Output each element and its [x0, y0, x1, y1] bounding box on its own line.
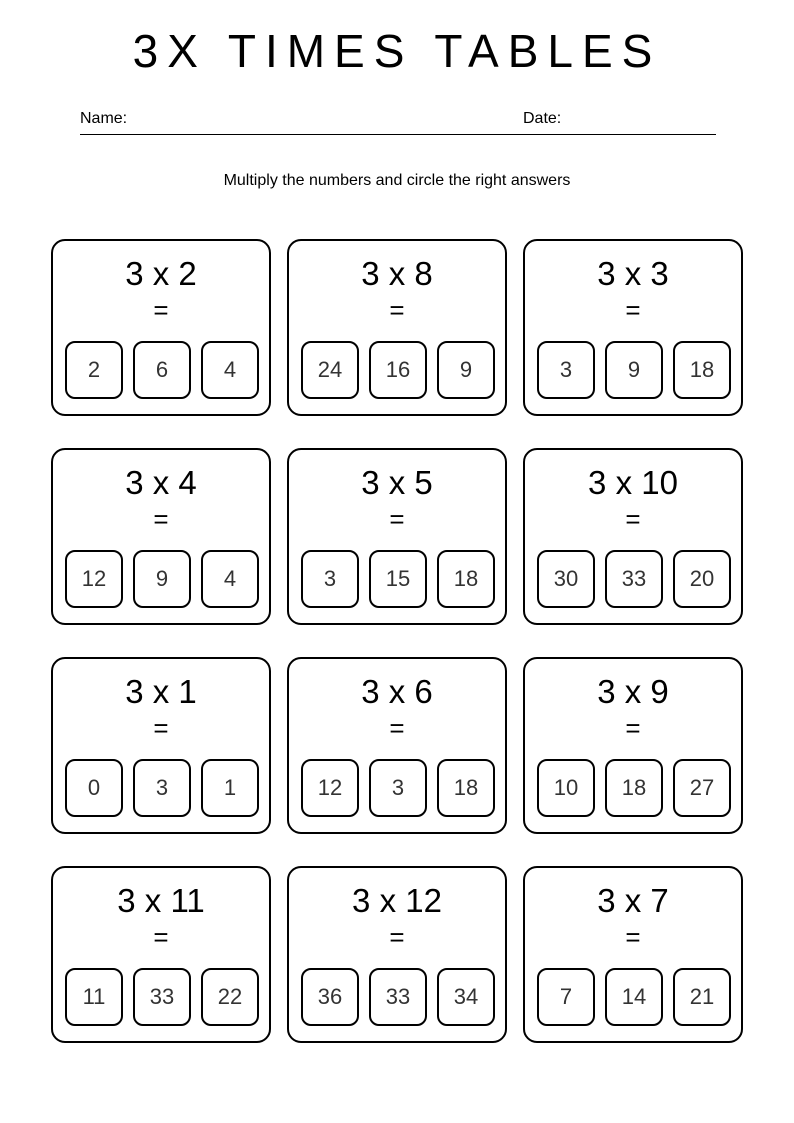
problem-text: 3 x 6 [361, 673, 433, 710]
problem-card [523, 448, 743, 625]
problem-text: 3 x 5 [361, 464, 433, 501]
equals-sign: = [625, 504, 641, 534]
answer-option[interactable]: 21 [673, 968, 731, 1026]
problem-text: 3 x 11 [117, 882, 205, 919]
answer-option[interactable]: 27 [673, 759, 731, 817]
answer-options [537, 968, 731, 1026]
answer-option[interactable]: 9 [133, 550, 191, 608]
problem-card [523, 657, 743, 834]
answer-options [65, 550, 259, 608]
answer-option[interactable]: 18 [673, 341, 731, 399]
name-date-line[interactable] [80, 110, 716, 135]
answer-option[interactable]: 9 [605, 341, 663, 399]
problem-card [287, 657, 507, 834]
equals-sign: = [389, 713, 405, 743]
answer-options [537, 341, 731, 399]
problem-grid [51, 239, 743, 1043]
problem-text: 3 x 10 [588, 464, 678, 501]
answer-options [537, 550, 731, 608]
problem-text: 3 x 3 [597, 255, 669, 292]
problem-text: 3 x 12 [352, 882, 442, 919]
answer-option[interactable]: 2 [65, 341, 123, 399]
answer-option[interactable]: 3 [537, 341, 595, 399]
answer-options [301, 759, 495, 817]
problem-card [51, 866, 271, 1043]
answer-options [301, 341, 495, 399]
equals-sign: = [153, 504, 169, 534]
answer-options [65, 968, 259, 1026]
equals-sign: = [153, 922, 169, 952]
answer-option[interactable]: 6 [133, 341, 191, 399]
answer-option[interactable]: 20 [673, 550, 731, 608]
answer-option[interactable]: 36 [301, 968, 359, 1026]
answer-option[interactable]: 3 [301, 550, 359, 608]
answer-options [301, 550, 495, 608]
answer-option[interactable]: 4 [201, 341, 259, 399]
equals-sign: = [389, 504, 405, 534]
problem-card [51, 239, 271, 416]
answer-option[interactable]: 10 [537, 759, 595, 817]
answer-option[interactable]: 33 [133, 968, 191, 1026]
problem-text: 3 x 4 [125, 464, 197, 501]
answer-option[interactable]: 33 [369, 968, 427, 1026]
problem-card [523, 866, 743, 1043]
problem-text: 3 x 1 [125, 673, 197, 710]
equals-sign: = [625, 295, 641, 325]
date-label: Date: [523, 110, 562, 127]
answer-option[interactable]: 16 [369, 341, 427, 399]
equals-sign: = [625, 713, 641, 743]
answer-option[interactable]: 18 [437, 759, 495, 817]
name-label: Name: [80, 110, 128, 127]
problem-card [51, 448, 271, 625]
problem-card [287, 866, 507, 1043]
answer-option[interactable]: 22 [201, 968, 259, 1026]
equals-sign: = [153, 713, 169, 743]
problem-card [51, 657, 271, 834]
answer-option[interactable]: 3 [369, 759, 427, 817]
answer-option[interactable]: 0 [65, 759, 123, 817]
answer-option[interactable]: 18 [605, 759, 663, 817]
answer-option[interactable]: 15 [369, 550, 427, 608]
answer-option[interactable]: 4 [201, 550, 259, 608]
problem-text: 3 x 7 [597, 882, 669, 919]
problem-text: 3 x 9 [597, 673, 669, 710]
problem-card [287, 448, 507, 625]
equals-sign: = [153, 295, 169, 325]
problem-card [523, 239, 743, 416]
answer-option[interactable]: 3 [133, 759, 191, 817]
answer-option[interactable]: 14 [605, 968, 663, 1026]
problem-text: 3 x 8 [361, 255, 433, 292]
answer-option[interactable]: 12 [301, 759, 359, 817]
answer-option[interactable]: 18 [437, 550, 495, 608]
problem-text: 3 x 2 [125, 255, 197, 292]
problem-card [287, 239, 507, 416]
answer-option[interactable]: 1 [201, 759, 259, 817]
answer-option[interactable]: 7 [537, 968, 595, 1026]
answer-option[interactable]: 30 [537, 550, 595, 608]
equals-sign: = [625, 922, 641, 952]
answer-options [301, 968, 495, 1026]
answer-option[interactable]: 34 [437, 968, 495, 1026]
instructions: Multiply the numbers and circle the right answers [223, 172, 571, 189]
answer-option[interactable]: 24 [301, 341, 359, 399]
equals-sign: = [389, 922, 405, 952]
answer-options [65, 341, 259, 399]
answer-option[interactable]: 33 [605, 550, 663, 608]
worksheet-title: 3X TIMES TABLES [132, 25, 662, 77]
answer-options [537, 759, 731, 817]
answer-option[interactable]: 12 [65, 550, 123, 608]
answer-option[interactable]: 9 [437, 341, 495, 399]
equals-sign: = [389, 295, 405, 325]
answer-options [65, 759, 259, 817]
answer-option[interactable]: 11 [65, 968, 123, 1026]
